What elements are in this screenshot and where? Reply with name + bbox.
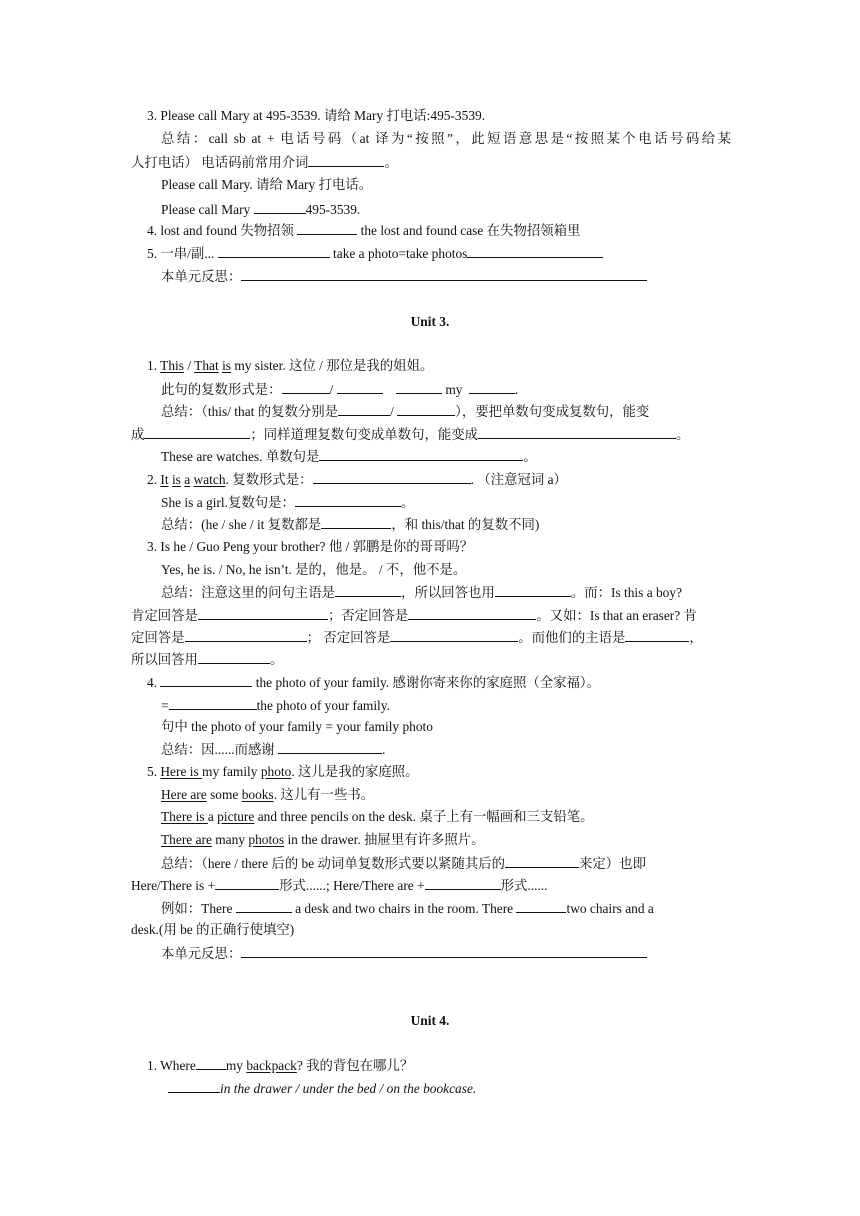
unit3-example-5b: There is a picture and three pencils on the desk. 桌子上有一幅画和三支铅笔。 (161, 809, 594, 824)
answer-blank[interactable] (321, 516, 391, 529)
answer-blank[interactable] (467, 245, 603, 258)
reflection-blank[interactable] (241, 945, 647, 958)
unit3-summary-3-line-4: 所以回答用 。 (131, 652, 284, 667)
unit-3-title: Unit 3. (410, 314, 450, 329)
unit3-item-2: 2. It is a watch. 复数形式是： . （注意冠词 a） (147, 472, 567, 487)
summary-3-line-1: 总结：call sb at + 电话号码（at 译为“按照”，此短语意思是“按照某个电话号码给某 (161, 131, 731, 146)
answer-blank[interactable] (218, 245, 330, 258)
answer-blank[interactable] (313, 471, 471, 484)
answer-blank[interactable] (495, 584, 571, 597)
answer-blank[interactable] (196, 1057, 226, 1070)
unit-4-title: Unit 4. (410, 1013, 450, 1028)
unit3-summary-3-line-1: 总结：注意这里的问句主语是 ，所以回答也用 。而：Is this a boy? (161, 585, 683, 600)
unit4-item-1: 1. Where my backpack? 我的背包在哪儿？ (147, 1058, 414, 1073)
unit3-summary-2: 总结：(he / she / it 复数都是 ，和 this/that 的复数不同) (161, 517, 540, 532)
answer-blank[interactable] (185, 629, 307, 642)
unit3-watches: These are watches. 单数句是 。 (161, 449, 537, 464)
unit3-item-4-equal: = the photo of your family. (161, 698, 390, 713)
unit3-summary-5-line-1: 总结：（here / there 后的 be 动词单复数形式要以紧随其后的 来定）也即 (161, 856, 646, 871)
unit3-item-4-note: 句中 the photo of your family = your family photo (161, 719, 433, 734)
answer-blank[interactable] (297, 222, 357, 235)
unit3-item-4: 4. the photo of your family. 感谢你寄来你的家庭照（全家福）。 (147, 675, 601, 690)
answer-blank[interactable] (469, 381, 515, 394)
answer-blank[interactable] (198, 651, 270, 664)
reflection-blank[interactable] (241, 268, 647, 281)
example-3-1: Please call Mary. 请给 Mary 打电话。 (161, 177, 373, 192)
example-3-2: Please call Mary 495-3539. (161, 202, 361, 217)
answer-blank[interactable] (338, 403, 390, 416)
answer-blank[interactable] (308, 154, 384, 167)
answer-blank[interactable] (168, 1080, 220, 1093)
item-3: 3. Please call Mary at 495-3539. 请给 Mary 打电话:495-3539. (147, 108, 486, 123)
unit-2-reflection: 本单元反思： (161, 268, 647, 285)
answer-blank[interactable] (478, 426, 676, 439)
answer-blank[interactable] (408, 607, 536, 620)
answer-blank[interactable] (319, 448, 523, 461)
unit4-item-1-answer: in the drawer / under the bed / on the bookcase. (168, 1080, 476, 1097)
unit3-example-5-line-2: desk.(用 be 的正确行使填空) (131, 922, 295, 937)
answer-blank[interactable] (335, 584, 401, 597)
unit3-summary-3-line-2: 肯定回答是 ；否定回答是 。又如：Is that an eraser? 肯 (131, 608, 697, 623)
answer-blank[interactable] (516, 900, 566, 913)
unit-3-reflection: 本单元反思： (161, 945, 647, 962)
unit3-girl: She is a girl.复数句是： 。 (161, 495, 415, 510)
answer-blank[interactable] (215, 877, 279, 890)
answer-blank[interactable] (144, 426, 250, 439)
answer-blank[interactable] (295, 494, 401, 507)
unit3-summary-5-line-2: Here/There is + 形式......; Here/There are + 形式...... (131, 878, 548, 893)
unit3-summary-1-line-1: 总结：（this/ that 的复数分别是 / ），要把单数句变成复数句，能变 (161, 404, 650, 419)
summary-3-line-2: 人打电话） 电话码前常用介词 。 (131, 155, 398, 170)
unit3-example-5a: Here are some books. 这儿有一些书。 (161, 787, 375, 802)
answer-blank[interactable] (236, 900, 292, 913)
answer-blank[interactable] (396, 381, 442, 394)
answer-blank[interactable] (254, 201, 306, 214)
answer-blank[interactable] (505, 855, 579, 868)
unit3-item-5: 5. Here is my family photo. 这儿是我的家庭照。 (147, 764, 419, 779)
answer-blank[interactable] (397, 403, 455, 416)
unit3-item-1: 1. This / That is my sister. 这位 / 那位是我的姐姐。 (147, 358, 434, 373)
item-5: 5. 一串/副... take a photo=take photos (147, 245, 603, 262)
unit3-example-5-line-1: 例如：There a desk and two chairs in the room. There two chairs and a (161, 901, 654, 916)
answer-blank[interactable] (625, 629, 689, 642)
unit3-summary-4: 总结：因......而感谢 . (161, 742, 386, 757)
item-4: 4. lost and found 失物招领 the lost and found case 在失物招领箱里 (147, 223, 581, 238)
answer-blank[interactable] (160, 674, 252, 687)
unit3-summary-1-line-2: 成 ；同样道理复数句变成单数句，能变成 。 (131, 427, 690, 442)
answer-blank[interactable] (169, 697, 257, 710)
answer-blank[interactable] (337, 381, 383, 394)
unit3-summary-3-line-3: 定回答是 ； 否定回答是 。而他们的主语是 ， (131, 630, 703, 645)
answer-blank[interactable] (390, 629, 518, 642)
answer-blank[interactable] (278, 741, 382, 754)
answer-blank[interactable] (198, 607, 328, 620)
unit3-example-5c: There are many photos in the drawer. 抽屉里有许多照片。 (161, 832, 485, 847)
answer-blank[interactable] (425, 877, 501, 890)
answer-blank[interactable] (282, 381, 330, 394)
unit3-item-3: 3. Is he / Guo Peng your brother? 他 / 郭鹏是你的哥哥吗？ (147, 539, 474, 554)
unit3-item-3-answer: Yes, he is. / No, he isn’t. 是的，他是。 / 不，他不是。 (161, 562, 467, 577)
unit3-item-1-plural: 此句的复数形式是： / my . (161, 382, 519, 397)
